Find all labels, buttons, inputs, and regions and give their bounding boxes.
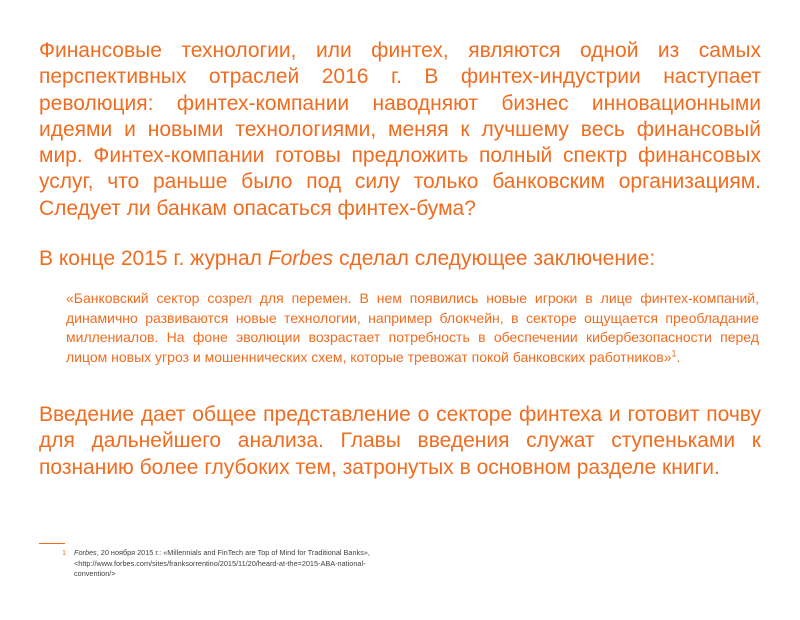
lead-text-before: В конце 2015 г. журнал xyxy=(39,247,268,270)
lead-publication-name: Forbes xyxy=(267,247,334,270)
summary-paragraph: Введение дает общее представление о секторе финтеха и готовит почву для дальнейшего анализа. Главы введения служат ступеньками к познанию более глубоких тем, затронутых в основном разделе книги. xyxy=(39,403,761,479)
footnote xyxy=(62,548,382,580)
footnote-text: , 20 ноября 2015 г.: «Millennials and FinTech are Top of Mind for Traditional Banks», xyxy=(96,548,370,557)
intro-paragraph: Финансовые технологии, или финтех, являются одной из самых перспективных отраслей 2016 г. В финтех-индустрии наступает революция: финтех-компании наводняют бизнес инновационными идеями и новыми технологиями, меняя к лучшему весь финансовый мир. Финтех-компании готовы предложить полный спектр финансовых услуг, что раньше было под силу только банковским организациям. Следует ли банкам опасаться финтех-бума? xyxy=(39,39,761,220)
footnote-reference[interactable]: 1 xyxy=(671,347,677,358)
footnote-source: Forbes xyxy=(74,548,97,557)
footnote-divider xyxy=(39,543,65,544)
quote-text: «Банковский сектор созрел для перемен. В нем появились новые игроки в лице финтех-компаний, динамично развиваются новые технологии, например блокчейн, в секторе ощущается преобладание миллениалов. На фоне эволюции возрастает потребность в обеспечении кибербезопасности перед лицом новых угроз и мошеннических схем, которые тревожат покой банковских работников» xyxy=(66,290,759,365)
blockquote xyxy=(66,289,759,367)
lead-sentence xyxy=(39,246,655,272)
footnote-url[interactable]: <http://www.forbes.com/sites/franksorrentino/2015/11/20/heard-at-the=2015-ABA-national-convention/> xyxy=(74,558,366,578)
footnote-citation xyxy=(74,548,382,559)
lead-text-after: сделал следующее заключение: xyxy=(333,247,656,270)
quote-end: . xyxy=(676,348,681,365)
footnote-number: 1 xyxy=(62,548,67,557)
